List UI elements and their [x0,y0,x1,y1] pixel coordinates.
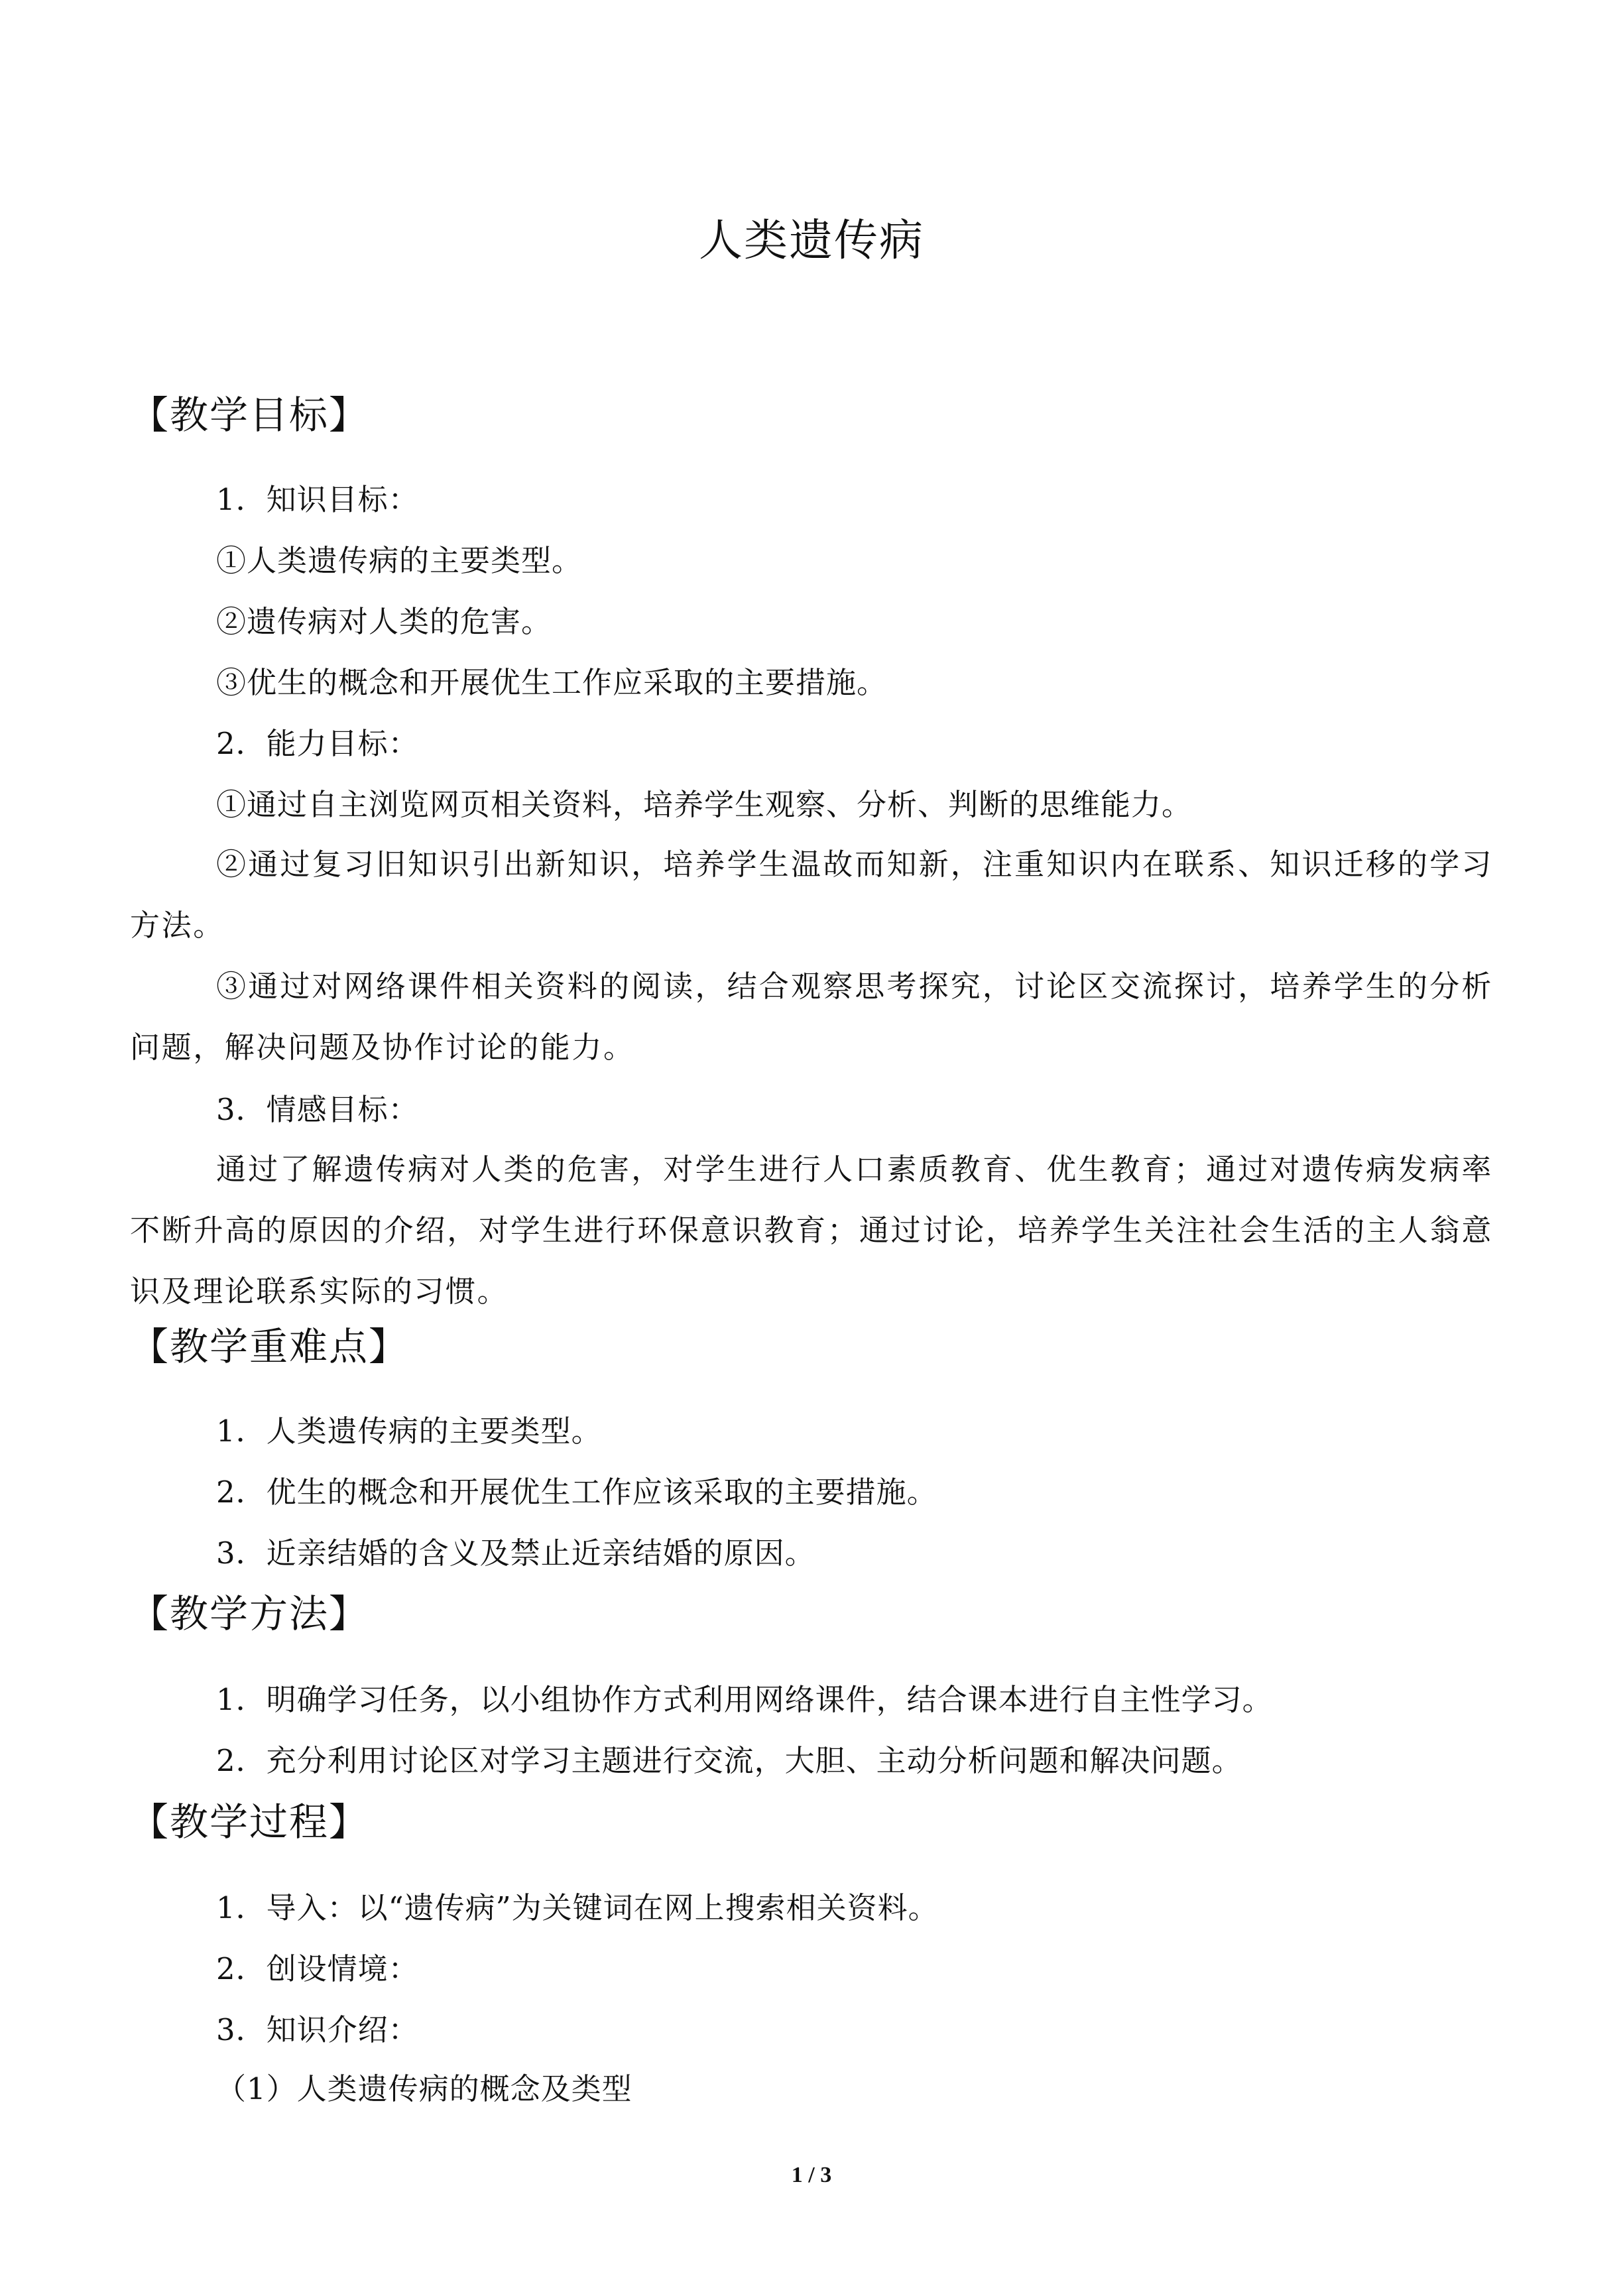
ability-item-3: ③通过对网络课件相关资料的阅读，结合观察思考探究，讨论区交流探讨，培养学生的分析问题，解决问题及协作讨论的能力。 [130,969,1493,1065]
ability-item-2: ②通过复习旧知识引出新知识，培养学生温故而知新，注重知识内在联系、知识迁移的学习方法。 [130,847,1493,943]
ability-objective-title: 2．能力目标： [216,726,419,761]
process-item-3: 3．知识介绍： [216,2012,419,2047]
process-item-1: 1．导入：以“遗传病”为关键词在网上搜索相关资料。 [216,1890,939,1925]
key-point-2: 2．优生的概念和开展优生工作应该采取的主要措施。 [216,1475,937,1510]
section-heading-objectives: 【教学目标】 [130,393,369,438]
knowledge-item-2: ②遗传病对人类的危害。 [216,604,552,639]
knowledge-item-1: ①人类遗传病的主要类型。 [216,543,583,578]
document-title: 人类遗传病 [699,215,924,266]
knowledge-item-3: ③优生的概念和开展优生工作应采取的主要措施。 [216,665,888,700]
knowledge-objective-title: 1．知识目标： [216,482,419,517]
section-heading-methods: 【教学方法】 [130,1591,369,1636]
section-heading-process: 【教学过程】 [130,1799,369,1844]
ability-item-1: ①通过自主浏览网页相关资料，培养学生观察、分析、判断的思维能力。 [216,787,1193,822]
section-heading-key-points: 【教学重难点】 [130,1324,409,1369]
key-point-1: 1．人类遗传病的主要类型。 [216,1414,602,1449]
method-item-2: 2．充分利用讨论区对学习主题进行交流，大胆、主动分析问题和解决问题。 [216,1743,1242,1778]
process-sub-item: （1）人类遗传病的概念及类型 [216,2071,632,2106]
page-number: 1 / 3 [791,2163,832,2187]
process-item-2: 2．创设情境： [216,1951,419,1986]
emotion-objective-text: 通过了解遗传病对人类的危害，对学生进行人口素质教育、优生教育；通过对遗传病发病率不断升高的原因的介绍，对学生进行环保意识教育；通过讨论，培养学生关注社会生活的主人翁意识及理论联系实际的习惯。 [130,1152,1493,1309]
emotion-objective-title: 3．情感目标： [216,1092,419,1127]
key-point-3: 3．近亲结婚的含义及禁止近亲结婚的原因。 [216,1536,815,1571]
method-item-1: 1．明确学习任务，以小组协作方式利用网络课件，结合课本进行自主性学习。 [216,1682,1273,1717]
